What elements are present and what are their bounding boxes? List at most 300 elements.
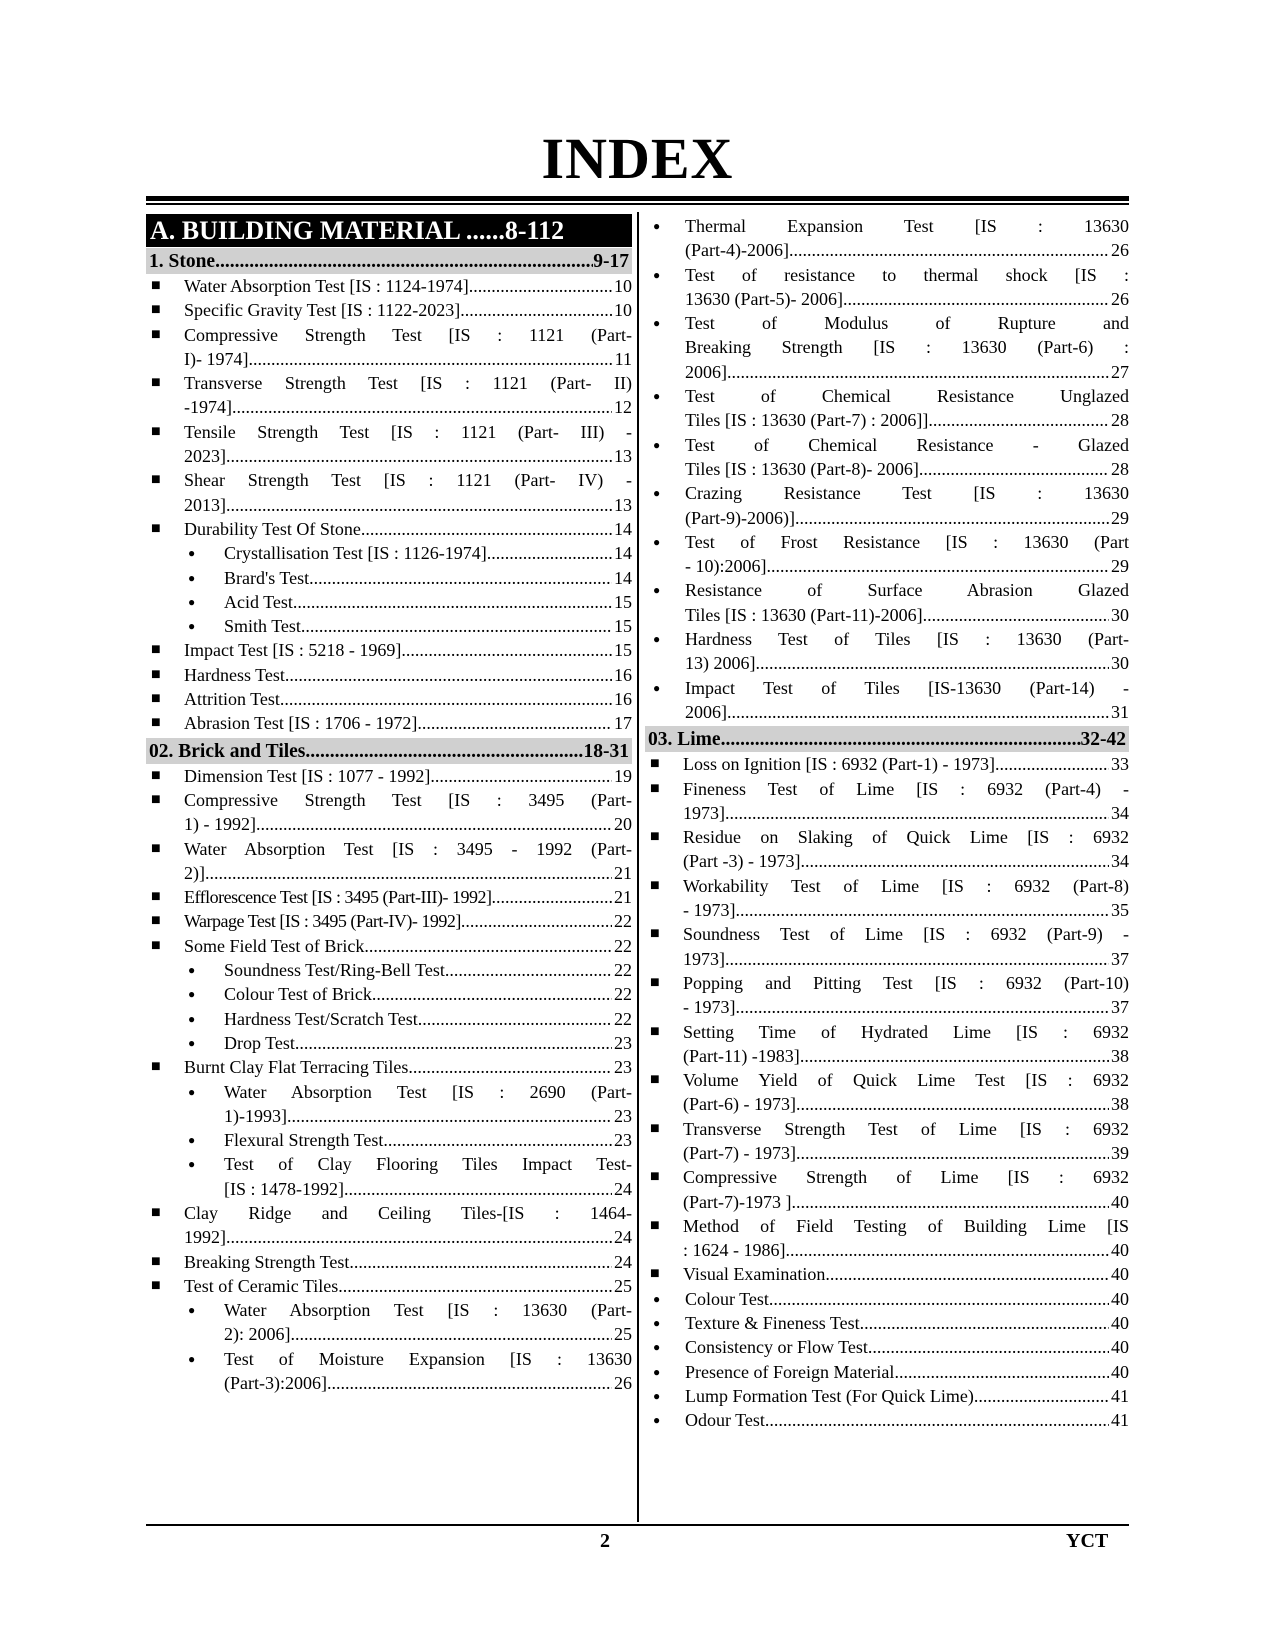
leader-dots — [226, 1225, 612, 1249]
entry-page-number: 15 — [614, 591, 632, 612]
index-entry[interactable] — [645, 777, 1129, 826]
entry-page-number: 28 — [1111, 458, 1129, 479]
index-entry[interactable] — [146, 1298, 632, 1347]
entry-text: 2): 2006] — [224, 1324, 291, 1345]
entry-text-line: Water Absorption Test [IS : 2690 (Part- — [224, 1081, 632, 1102]
square-bullet-icon: ■ — [650, 1022, 660, 1040]
index-entry[interactable] — [146, 420, 632, 469]
entry-text: Visual Examination — [683, 1264, 826, 1285]
entry-last-line — [685, 238, 1129, 262]
index-entry[interactable] — [645, 1020, 1129, 1069]
section-header-brick-and-tiles[interactable] — [146, 738, 632, 764]
entry-text: Warpage Test [IS : 3495 (Part-IV)- 1992] — [184, 911, 461, 932]
entry-last-line — [184, 274, 632, 298]
entry-last-line — [683, 1238, 1129, 1262]
index-entry[interactable] — [645, 1311, 1129, 1335]
entry-last-line — [224, 1128, 632, 1152]
entry-text: Burnt Clay Flat Terracing Tiles — [184, 1057, 409, 1078]
entry-last-line — [224, 566, 632, 590]
round-bullet-icon: ● — [653, 267, 661, 282]
index-entry[interactable] — [146, 614, 632, 638]
entry-text-line: Test of Frost Resistance [IS : 13630 (Part — [685, 531, 1129, 552]
square-bullet-icon: ■ — [650, 1168, 660, 1186]
leader-dots — [796, 1141, 1109, 1165]
entry-page-number: 22 — [614, 984, 632, 1005]
entry-text: Water Absorption Test [IS : 1124-1974] — [184, 276, 469, 296]
entry-text-line: Volume Yield of Quick Lime Test [IS : 6932 — [683, 1070, 1129, 1091]
title-rule-thick — [146, 196, 1129, 201]
entry-text: Some Field Test of Brick — [184, 935, 365, 956]
entry-text: 2023] — [184, 446, 226, 467]
index-entry[interactable] — [146, 687, 632, 711]
square-bullet-icon: ■ — [650, 876, 660, 894]
index-entry[interactable] — [146, 1031, 632, 1055]
round-bullet-icon: ● — [653, 437, 661, 452]
entry-last-line — [184, 812, 632, 836]
page-title: INDEX — [541, 126, 734, 191]
entry-page-number: 23 — [614, 1105, 632, 1126]
entry-text: I)- 1974] — [184, 348, 249, 369]
entry-text: - 10):2006] — [685, 556, 767, 577]
index-entry[interactable] — [645, 874, 1129, 923]
entry-page-number: 22 — [614, 1008, 632, 1029]
leader-dots — [995, 752, 1109, 776]
entry-text: 1973] — [683, 948, 725, 969]
round-bullet-icon: ● — [653, 1364, 661, 1379]
square-bullet-icon: ■ — [151, 1276, 161, 1294]
square-bullet-icon: ■ — [650, 755, 660, 773]
entry-last-line — [685, 554, 1129, 578]
index-entry[interactable] — [146, 788, 632, 837]
index-entry[interactable] — [146, 837, 632, 886]
entry-text: Impact Test [IS : 5218 - 1969] — [184, 640, 402, 661]
index-entry[interactable] — [645, 578, 1129, 627]
entry-text: - 1973] — [683, 997, 736, 1018]
entry-text: [IS : 1478-1992] — [224, 1178, 344, 1199]
section-header-stone[interactable] — [146, 248, 632, 274]
index-entry[interactable] — [146, 371, 632, 420]
round-bullet-icon: ● — [188, 570, 196, 585]
entry-page-number: 40 — [1111, 1361, 1129, 1382]
leader-dots — [491, 885, 612, 909]
index-entry[interactable] — [146, 566, 632, 590]
entry-text: Brard's Test — [224, 567, 310, 588]
round-bullet-icon: ● — [653, 389, 661, 404]
entry-page-number: 25 — [614, 1324, 632, 1345]
entry-last-line — [224, 614, 632, 638]
entry-text: Test of Ceramic Tiles — [184, 1275, 339, 1296]
entry-last-line — [683, 801, 1129, 825]
leader-dots — [721, 728, 1081, 752]
index-entry[interactable] — [645, 433, 1129, 482]
index-entry[interactable] — [146, 468, 632, 517]
entry-text: Tiles [IS : 13630 (Part-11)-2006] — [685, 604, 923, 625]
entry-last-line — [184, 1274, 632, 1298]
entry-text: (Part-7) - 1973] — [683, 1142, 796, 1163]
entry-text: Efflorescence Test [IS : 3495 (Part-III)- 1992] — [184, 887, 492, 908]
round-bullet-icon: ● — [188, 1133, 196, 1148]
entry-text-line: Compressive Strength Test [IS : 3495 (Part- — [184, 789, 632, 810]
entry-text-line: Test of Moisture Expansion [IS : 13630 — [224, 1348, 632, 1369]
leader-dots — [364, 934, 612, 958]
entry-text-line: Residue on Slaking of Quick Lime [IS : 6932 — [683, 827, 1129, 848]
entry-text-line: Water Absorption Test [IS : 13630 (Part- — [224, 1300, 632, 1321]
leader-dots — [301, 614, 612, 638]
right-column — [645, 214, 1129, 1433]
entry-last-line — [184, 493, 632, 517]
index-entry[interactable] — [146, 323, 632, 372]
index-entry[interactable] — [146, 663, 632, 687]
entry-page-number: 34 — [1111, 851, 1129, 872]
entry-last-line — [184, 885, 632, 909]
entry-last-line — [184, 517, 632, 541]
entry-text-line: Workability Test of Lime [IS : 6932 (Part-8) — [683, 875, 1129, 896]
entry-page-number: 13 — [614, 494, 632, 515]
entry-text-line: Fineness Test of Lime [IS : 6932 (Part-4) - — [683, 778, 1129, 799]
column-divider — [637, 212, 639, 1522]
entry-last-line — [683, 1141, 1129, 1165]
leader-dots — [305, 740, 583, 764]
entry-text: (Part-6) - 1973] — [683, 1094, 796, 1115]
index-entry[interactable] — [146, 298, 632, 322]
entry-page-number: 26 — [614, 1373, 632, 1394]
entry-text-line: Transverse Strength Test of Lime [IS : 6932 — [683, 1118, 1129, 1139]
section-pages: 32-42 — [1080, 729, 1126, 751]
leader-dots — [226, 444, 612, 468]
round-bullet-icon: ● — [188, 1084, 196, 1099]
index-entry[interactable] — [645, 676, 1129, 725]
entry-text-line: Test of Clay Flooring Tiles Impact Test- — [224, 1154, 632, 1175]
leader-dots — [860, 1311, 1109, 1335]
section-header-lime[interactable] — [645, 726, 1129, 752]
index-entry[interactable] — [146, 764, 632, 788]
entry-last-line — [685, 700, 1129, 724]
round-bullet-icon: ● — [653, 1316, 661, 1331]
round-bullet-icon: ● — [653, 680, 661, 695]
index-entry[interactable] — [146, 274, 632, 298]
index-entry[interactable] — [645, 384, 1129, 433]
entry-last-line — [224, 1031, 632, 1055]
index-entry[interactable] — [146, 590, 632, 614]
index-entry[interactable] — [645, 1335, 1129, 1359]
round-bullet-icon: ● — [188, 987, 196, 1002]
entry-text-line: Resistance of Surface Abrasion Glazed — [685, 580, 1129, 601]
entry-last-line — [685, 287, 1129, 311]
square-bullet-icon: ■ — [151, 1252, 161, 1270]
entry-last-line — [184, 638, 632, 662]
index-entry[interactable] — [146, 1347, 632, 1396]
index-entry[interactable] — [146, 909, 632, 933]
entry-text-line: Water Absorption Test [IS : 3495 - 1992 (Part- — [184, 838, 632, 859]
entry-page-number: 40 — [1111, 1337, 1129, 1358]
entry-page-number: 14 — [614, 518, 632, 539]
entry-page-number: 40 — [1111, 1240, 1129, 1261]
entry-text: 2006] — [685, 361, 727, 382]
index-entry[interactable] — [645, 1384, 1129, 1408]
entry-text-line: Transverse Strength Test [IS : 1121 (Part- II) — [184, 373, 632, 394]
leader-dots — [974, 1384, 1109, 1408]
index-entry[interactable] — [645, 752, 1129, 776]
index-entry[interactable] — [146, 711, 632, 735]
footer-rule — [146, 1524, 1129, 1526]
entry-last-line — [685, 1408, 1129, 1432]
square-bullet-icon: ■ — [650, 1265, 660, 1283]
entry-page-number: 29 — [1111, 507, 1129, 528]
leader-dots — [786, 1238, 1110, 1262]
round-bullet-icon: ● — [188, 546, 196, 561]
entry-page-number: 31 — [1111, 701, 1129, 722]
entry-text-line: Setting Time of Hydrated Lime [IS : 6932 — [683, 1021, 1129, 1042]
index-entry[interactable] — [146, 541, 632, 565]
square-bullet-icon: ■ — [151, 665, 161, 683]
entry-text: Tiles [IS : 13630 (Part-7) : 2006]] — [685, 410, 929, 431]
index-entry[interactable] — [645, 1165, 1129, 1214]
index-entry[interactable] — [645, 627, 1129, 676]
leader-dots — [795, 506, 1109, 530]
entry-page-number: 27 — [1111, 361, 1129, 382]
square-bullet-icon: ■ — [151, 471, 161, 489]
entry-text: Smith Test — [224, 616, 301, 637]
entry-page-number: 37 — [1111, 948, 1129, 969]
entry-text: Texture & Fineness Test — [685, 1313, 860, 1334]
leader-dots — [401, 638, 612, 662]
entry-last-line — [224, 958, 632, 982]
leader-dots — [338, 1274, 612, 1298]
square-bullet-icon: ■ — [151, 277, 161, 294]
index-entry[interactable] — [645, 214, 1129, 263]
entry-page-number: 41 — [1111, 1410, 1129, 1431]
index-entry[interactable] — [146, 1128, 632, 1152]
entry-page-number: 17 — [614, 713, 632, 734]
square-bullet-icon: ■ — [151, 766, 161, 784]
entry-last-line — [685, 1335, 1129, 1359]
index-entry[interactable] — [645, 481, 1129, 530]
entry-page-number: 38 — [1111, 1045, 1129, 1066]
entry-text: (Part-7)-1973 ] — [683, 1191, 792, 1212]
entry-page-number: 15 — [614, 616, 632, 637]
leader-dots — [408, 1055, 612, 1079]
entry-last-line — [683, 752, 1129, 776]
leader-dots — [361, 517, 612, 541]
square-bullet-icon: ■ — [151, 888, 161, 906]
index-entry[interactable] — [645, 311, 1129, 384]
entry-page-number: 20 — [614, 814, 632, 835]
entry-text: 1) - 1992] — [184, 814, 256, 835]
entry-page-number: 26 — [1111, 288, 1129, 309]
entry-text-line: Impact Test of Tiles [IS-13630 (Part-14) - — [685, 677, 1129, 698]
leader-dots — [372, 982, 612, 1006]
index-entry[interactable] — [645, 1262, 1129, 1286]
index-entry[interactable] — [645, 1068, 1129, 1117]
leader-dots — [295, 1031, 612, 1055]
entry-text: Acid Test — [224, 591, 293, 612]
entry-last-line — [224, 1322, 632, 1346]
section-pages: 9-17 — [593, 251, 629, 272]
entry-text: Loss on Ignition [IS : 6932 (Part-1) - 1973] — [683, 754, 995, 775]
entry-page-number: 22 — [614, 935, 632, 956]
entry-page-number: 13 — [614, 446, 632, 467]
index-entry[interactable] — [146, 958, 632, 982]
entry-text: 2)] — [184, 862, 205, 883]
index-entry[interactable] — [645, 530, 1129, 579]
index-entry[interactable] — [146, 1080, 632, 1129]
entry-last-line — [683, 995, 1129, 1019]
entry-page-number: 14 — [614, 567, 632, 588]
entry-page-number: 25 — [614, 1275, 632, 1296]
entry-text: Crystallisation Test [IS : 1126-1974] — [224, 543, 487, 564]
entry-page-number: 16 — [614, 689, 632, 710]
leader-dots — [756, 651, 1110, 675]
entry-page-number: 40 — [1111, 1191, 1129, 1212]
entry-page-number: 34 — [1111, 802, 1129, 823]
entry-last-line — [224, 1371, 632, 1395]
entry-last-line — [685, 457, 1129, 481]
entry-last-line — [685, 360, 1129, 384]
entry-text: 1992] — [184, 1227, 226, 1248]
title-rule-thin — [146, 203, 1129, 205]
round-bullet-icon: ● — [653, 219, 661, 233]
entry-last-line — [184, 663, 632, 687]
index-entry[interactable] — [146, 1201, 632, 1250]
index-entry[interactable] — [146, 1250, 632, 1274]
entry-text-line: Compressive Strength Test [IS : 1121 (Part- — [184, 324, 632, 345]
leader-dots — [727, 360, 1109, 384]
entry-text: 13630 (Part-5)- 2006] — [685, 288, 843, 309]
index-entry[interactable] — [645, 263, 1129, 312]
leader-dots — [796, 1092, 1109, 1116]
entry-last-line — [685, 1360, 1129, 1384]
entry-page-number: 26 — [1111, 240, 1129, 261]
round-bullet-icon: ● — [188, 594, 196, 609]
entry-text: Hardness Test/Scratch Test — [224, 1008, 418, 1029]
entry-last-line — [685, 1384, 1129, 1408]
entry-text: Hardness Test — [184, 664, 285, 685]
ceramic-tiles-continued-list — [645, 214, 1129, 724]
entry-page-number: 40 — [1111, 1313, 1129, 1334]
entry-last-line — [184, 347, 632, 371]
index-entry[interactable] — [645, 922, 1129, 971]
entry-last-line — [683, 1092, 1129, 1116]
square-bullet-icon: ■ — [151, 912, 161, 930]
entry-page-number: 24 — [614, 1227, 632, 1248]
entry-page-number: 24 — [614, 1178, 632, 1199]
index-entry[interactable] — [645, 1360, 1129, 1384]
leader-dots — [894, 1360, 1109, 1384]
index-entry[interactable] — [645, 825, 1129, 874]
index-entry[interactable] — [146, 638, 632, 662]
square-bullet-icon: ■ — [151, 301, 161, 319]
square-bullet-icon: ■ — [151, 1203, 161, 1221]
entry-text: Odour Test — [685, 1410, 765, 1431]
leader-dots — [215, 250, 593, 274]
entry-text-line: Shear Strength Test [IS : 1121 (Part- IV) - — [184, 470, 632, 491]
leader-dots — [226, 493, 612, 517]
entry-last-line — [683, 849, 1129, 873]
entry-page-number: 22 — [614, 911, 632, 932]
index-entry[interactable] — [146, 517, 632, 541]
entry-last-line — [683, 898, 1129, 922]
index-entry[interactable] — [146, 885, 632, 909]
entry-text-line: Popping and Pitting Test [IS : 6932 (Part-10) — [683, 972, 1129, 993]
entry-page-number: 21 — [614, 862, 632, 883]
square-bullet-icon: ■ — [650, 1216, 660, 1234]
entry-text: Drop Test — [224, 1032, 295, 1053]
entry-page-number: 22 — [614, 960, 632, 981]
left-column — [146, 214, 632, 1395]
leader-dots — [256, 812, 612, 836]
leader-dots — [309, 566, 612, 590]
square-bullet-icon: ■ — [151, 325, 161, 343]
index-entry[interactable] — [146, 1055, 632, 1079]
entry-last-line — [683, 1044, 1129, 1068]
entry-page-number: 40 — [1111, 1264, 1129, 1285]
entry-page-number: 15 — [614, 640, 632, 661]
entry-page-number: 35 — [1111, 900, 1129, 921]
index-entry[interactable] — [146, 1007, 632, 1031]
index-entry[interactable] — [645, 1287, 1129, 1311]
round-bullet-icon: ● — [653, 1291, 661, 1306]
square-bullet-icon: ■ — [151, 641, 161, 659]
entry-text: (Part-9)-2006)] — [685, 507, 795, 528]
entry-page-number: 41 — [1111, 1385, 1129, 1406]
publisher-mark: YCT — [1066, 1530, 1109, 1552]
entry-text: 1)-1993] — [224, 1105, 287, 1126]
leader-dots — [418, 1007, 612, 1031]
index-entry[interactable] — [146, 1274, 632, 1298]
index-entry[interactable] — [146, 934, 632, 958]
entry-text: Abrasion Test [IS : 1706 - 1972] — [184, 713, 418, 734]
leader-dots — [736, 995, 1110, 1019]
leader-dots — [349, 1250, 612, 1274]
leader-dots — [445, 958, 612, 982]
entry-last-line — [184, 861, 632, 885]
entry-page-number: 16 — [614, 664, 632, 685]
square-bullet-icon: ■ — [151, 519, 161, 537]
entry-last-line — [184, 687, 632, 711]
index-entry[interactable] — [146, 1152, 632, 1201]
round-bullet-icon: ● — [653, 316, 661, 331]
entry-text: (Part-3):2006] — [224, 1373, 327, 1394]
index-entry[interactable] — [645, 1408, 1129, 1432]
entry-last-line — [685, 651, 1129, 675]
index-entry[interactable] — [645, 971, 1129, 1020]
entry-text: Durability Test Of Stone — [184, 518, 361, 539]
entry-last-line — [184, 909, 632, 933]
index-entry[interactable] — [645, 1214, 1129, 1263]
entry-text: 2013] — [184, 494, 226, 515]
round-bullet-icon: ● — [653, 1388, 661, 1403]
entry-page-number: 33 — [1111, 754, 1129, 775]
leader-dots — [205, 861, 612, 885]
leader-dots — [800, 1044, 1109, 1068]
square-bullet-icon: ■ — [151, 790, 161, 808]
leader-dots — [469, 274, 612, 298]
entry-text: Consistency or Flow Test — [685, 1337, 868, 1358]
leader-dots — [789, 238, 1109, 262]
leader-dots — [417, 711, 612, 735]
index-entry[interactable] — [146, 982, 632, 1006]
entry-text: (Part-4)-2006] — [685, 240, 789, 261]
leader-dots — [843, 287, 1109, 311]
entry-text-line: Compressive Strength of Lime [IS : 6932 — [683, 1167, 1129, 1188]
index-entry[interactable] — [645, 1117, 1129, 1166]
entry-text-line: Test of resistance to thermal shock [IS : — [685, 264, 1129, 285]
entry-text-line: Method of Field Testing of Building Lime [IS — [683, 1215, 1129, 1236]
entry-page-number: 14 — [614, 543, 632, 564]
section-title: 1. Stone — [149, 251, 216, 272]
entry-text-line: Breaking Strength [IS : 13630 (Part-6) : — [685, 337, 1129, 358]
entry-text: Presence of Foreign Material — [685, 1361, 895, 1382]
